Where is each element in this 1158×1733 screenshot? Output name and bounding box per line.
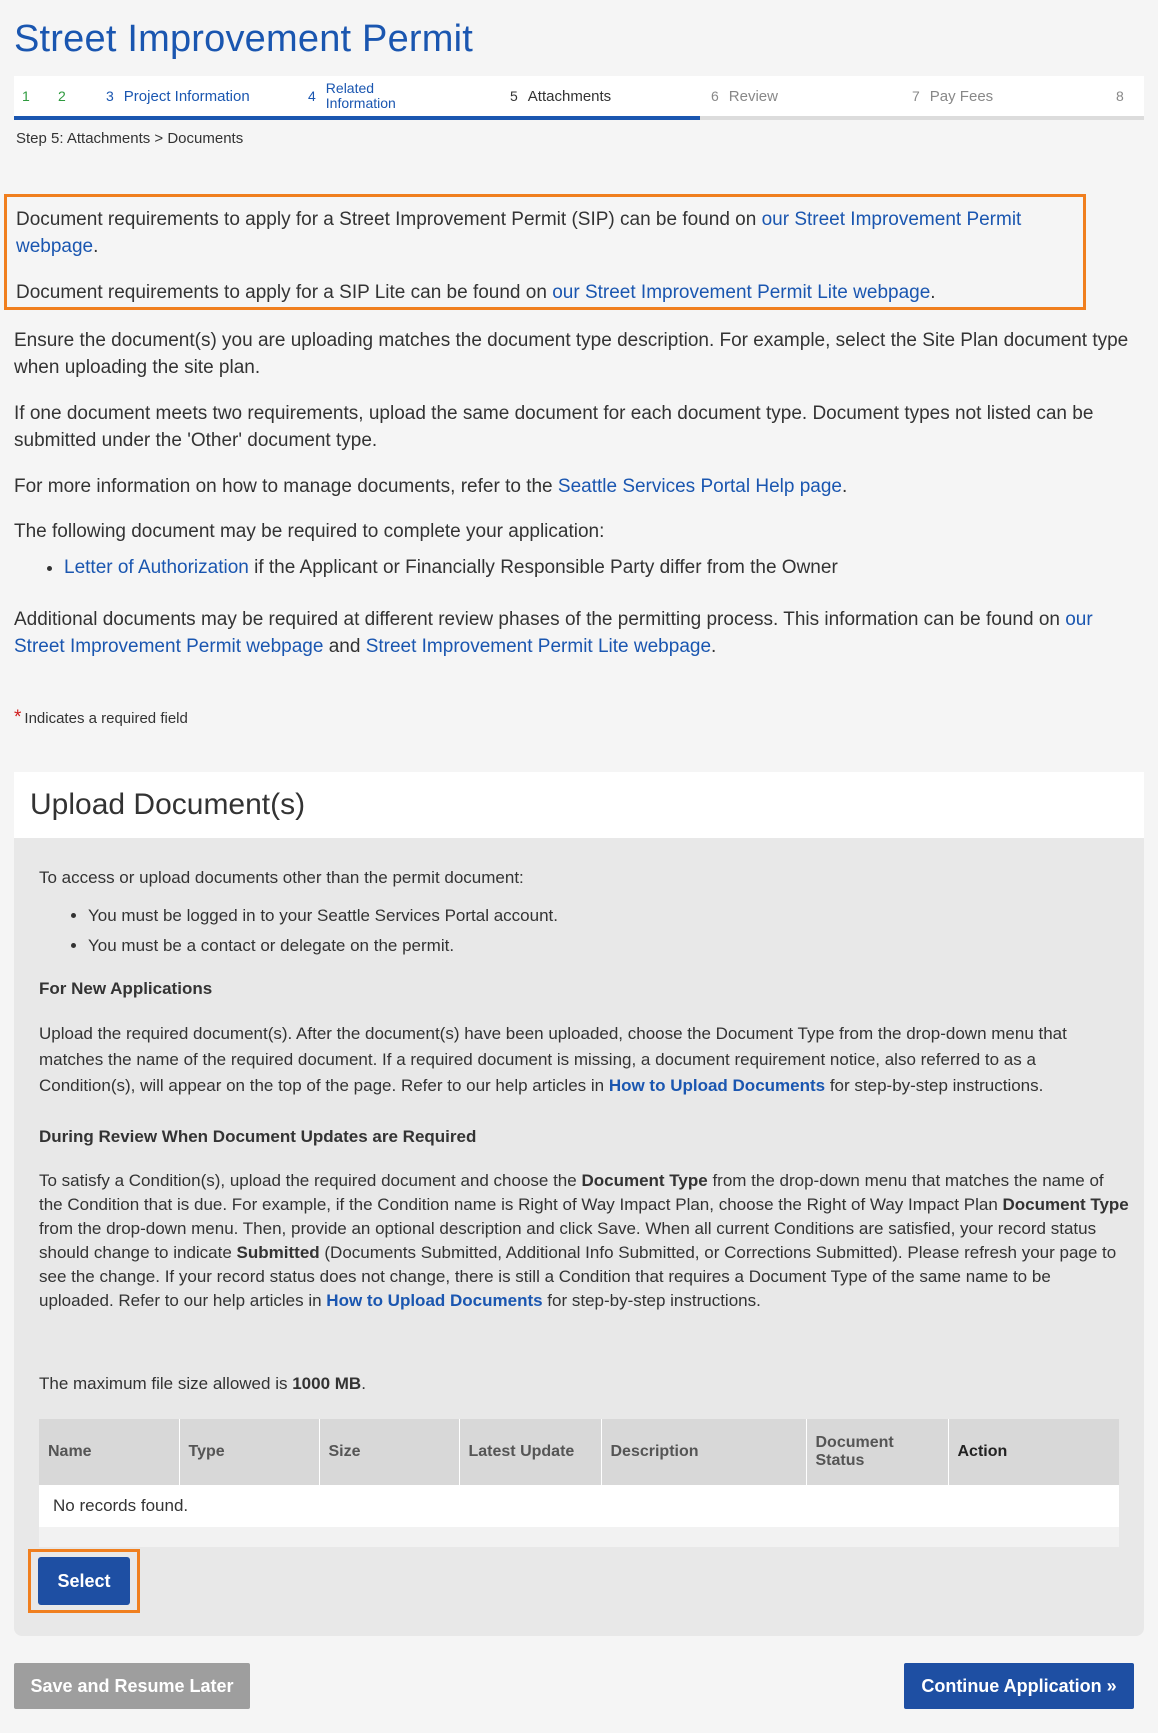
review-bold-3: Submitted bbox=[236, 1243, 320, 1262]
step-3-label: Project Information bbox=[123, 87, 250, 105]
step-4-related-information[interactable] bbox=[308, 76, 396, 116]
review-updates-text bbox=[39, 1169, 1129, 1313]
column-header-size[interactable]: Size bbox=[319, 1419, 459, 1485]
review-text-4: (Documents Submitted, Additional Info Submitted, or Corrections Submitted). Please refresh your page to see the change. If your record status does not change, there is still a Condition that requires a Document Type of the same name to be uploaded. Refer to our help articles in bbox=[39, 1243, 1117, 1310]
step-7-label: Pay Fees bbox=[929, 87, 994, 105]
step-5-label: Attachments bbox=[527, 87, 612, 105]
breadcrumb: Step 5: Attachments > Documents bbox=[16, 130, 244, 147]
list-item: • You must be a contact or delegate on the permit. bbox=[88, 931, 558, 961]
column-header-description[interactable]: Description bbox=[601, 1419, 806, 1485]
letter-of-authorization-text: if the Applicant or Financially Responsible Party differ from the Owner bbox=[248, 557, 838, 578]
save-and-resume-later-button[interactable]: Save and Resume Later bbox=[14, 1663, 250, 1709]
list-item: • You must be logged in to your Seattle Services Portal account. bbox=[88, 901, 558, 931]
max-file-size-end: . bbox=[361, 1374, 366, 1393]
review-text-3: from the drop-down menu. Then, provide an optional description and click Save. When all current Conditions are satisfied, your record status should change to indicate bbox=[39, 1219, 1097, 1262]
review-text-2: from the drop-down menu that matches the name of the Condition that is due. For example, if the Condition name is Right of Way Impact Plan, choose the Right of Way Impact Plan bbox=[39, 1171, 1104, 1214]
step-6-label: Review bbox=[728, 87, 778, 105]
additional-documents-end: . bbox=[711, 636, 717, 657]
step-2-number: 2 bbox=[58, 88, 66, 104]
notice-sip-lite-end: . bbox=[930, 282, 936, 303]
step-8 bbox=[1116, 76, 1134, 116]
required-field-note bbox=[14, 707, 188, 729]
table-header-row bbox=[39, 1419, 1119, 1485]
step-6-number: 6 bbox=[711, 88, 719, 104]
upload-panel bbox=[14, 838, 1144, 1636]
step-5-number: 5 bbox=[510, 88, 518, 104]
step-6-review bbox=[711, 76, 778, 116]
required-documents-list bbox=[42, 554, 838, 581]
how-to-upload-link[interactable]: How to Upload Documents bbox=[608, 1076, 826, 1095]
step-4-label-line1: Related bbox=[325, 80, 375, 96]
help-page-text: For more information on how to manage documents, refer to the bbox=[14, 476, 558, 497]
portal-help-link[interactable]: Seattle Services Portal Help page bbox=[557, 476, 842, 497]
step-7-number: 7 bbox=[912, 88, 920, 104]
max-file-size-value: 1000 MB bbox=[292, 1374, 362, 1393]
sip-lite-webpage-link-2[interactable]: Street Improvement Permit Lite webpage bbox=[365, 636, 712, 657]
table-spacer-row bbox=[39, 1527, 1119, 1547]
upload-access-intro: To access or upload documents other than the permit document: bbox=[39, 868, 524, 887]
required-documents-intro: The following document may be required to complete your application: bbox=[14, 521, 605, 542]
step-1[interactable] bbox=[22, 76, 40, 116]
documents-table bbox=[39, 1419, 1119, 1547]
select-button[interactable]: Select bbox=[38, 1557, 130, 1605]
step-1-number: 1 bbox=[22, 88, 30, 104]
upload-section-title: Upload Document(s) bbox=[14, 772, 1144, 838]
max-file-size-text: The maximum file size allowed is bbox=[39, 1374, 293, 1393]
column-header-type[interactable]: Type bbox=[179, 1419, 319, 1485]
step-7-pay-fees bbox=[912, 76, 993, 116]
notice-sip-lite-text: Document requirements to apply for a SIP Lite can be found on bbox=[16, 282, 553, 303]
step-progress-bar bbox=[14, 76, 1144, 120]
list-item bbox=[64, 554, 838, 581]
column-header-action: Action bbox=[948, 1419, 1119, 1485]
multiple-requirements-instructions: If one document meets two requirements, upload the same document for each document type. Document types not listed can be submitted under the 'Other' document type. bbox=[14, 403, 1094, 451]
upload-access-requirements bbox=[66, 901, 558, 961]
notice-sip-lite-line bbox=[16, 279, 1074, 306]
review-bold-1: Document Type bbox=[581, 1171, 708, 1190]
letter-of-authorization-link[interactable]: Letter of Authorization bbox=[64, 557, 249, 578]
step-4-label bbox=[326, 81, 396, 111]
step-3-project-information[interactable] bbox=[106, 76, 250, 116]
additional-documents-paragraph bbox=[14, 606, 1144, 660]
review-updates-heading: During Review When Document Updates are Required bbox=[39, 1127, 477, 1146]
new-applications-heading: For New Applications bbox=[39, 979, 213, 998]
step-progress-fill bbox=[14, 116, 700, 120]
new-applications-end: for step-by-step instructions. bbox=[825, 1076, 1044, 1095]
new-applications-text bbox=[39, 1021, 1129, 1099]
new-applications-body: Upload the required document(s). After the document(s) have been uploaded, choose the Document Type from the drop-down menu that matches the name of the required document. If a required document is missing, a document requirement notice, also referred to as a Condition(s), will appear on the top of the page. Refer to our help articles in bbox=[39, 1024, 1067, 1095]
sip-webpage-link[interactable]: our Street Improvement Permit webpage bbox=[16, 209, 1022, 257]
sip-webpage-link-2[interactable]: our Street Improvement Permit webpage bbox=[14, 609, 1093, 657]
document-requirements-notice bbox=[4, 194, 1086, 310]
page-title: Street Improvement Permit bbox=[14, 18, 474, 60]
required-field-text: Indicates a required field bbox=[24, 710, 188, 727]
max-file-size-note bbox=[39, 1371, 1129, 1397]
help-page-paragraph bbox=[14, 473, 1144, 500]
review-text-end: for step-by-step instructions. bbox=[542, 1291, 761, 1310]
column-header-document-status[interactable]: Document Status bbox=[806, 1419, 948, 1485]
additional-documents-mid: and bbox=[323, 636, 366, 657]
required-asterisk: * bbox=[14, 707, 22, 728]
column-header-name[interactable]: Name bbox=[39, 1419, 179, 1485]
step-4-number: 4 bbox=[308, 88, 316, 104]
notice-sip-text: Document requirements to apply for a Street Improvement Permit (SIP) can be found on bbox=[16, 209, 762, 230]
notice-sip-line bbox=[16, 206, 1074, 260]
review-text-1: To satisfy a Condition(s), upload the required document and choose the bbox=[39, 1171, 582, 1190]
step-3-number: 3 bbox=[106, 88, 114, 104]
document-type-instructions: Ensure the document(s) you are uploading matches the document type description. For example, select the Site Plan document type when uploading the site plan. bbox=[14, 330, 1129, 378]
select-button-highlight bbox=[28, 1549, 140, 1613]
step-4-label-line2: Information bbox=[325, 95, 396, 111]
table-row bbox=[39, 1485, 1119, 1527]
column-header-latest-update[interactable]: Latest Update bbox=[459, 1419, 601, 1485]
continue-application-button[interactable]: Continue Application » bbox=[904, 1663, 1134, 1709]
additional-documents-text: Additional documents may be required at different review phases of the permitting process. This information can be found on bbox=[14, 609, 1066, 630]
how-to-upload-link-2[interactable]: How to Upload Documents bbox=[326, 1291, 543, 1310]
sip-lite-webpage-link[interactable]: our Street Improvement Permit Lite webpage bbox=[552, 282, 931, 303]
step-2[interactable] bbox=[58, 76, 76, 116]
step-5-attachments bbox=[510, 76, 611, 116]
step-8-number: 8 bbox=[1116, 88, 1124, 104]
empty-table-message: No records found. bbox=[39, 1485, 1119, 1527]
review-bold-2: Document Type bbox=[1002, 1195, 1129, 1214]
notice-sip-end: . bbox=[93, 236, 99, 257]
help-page-end: . bbox=[842, 476, 848, 497]
